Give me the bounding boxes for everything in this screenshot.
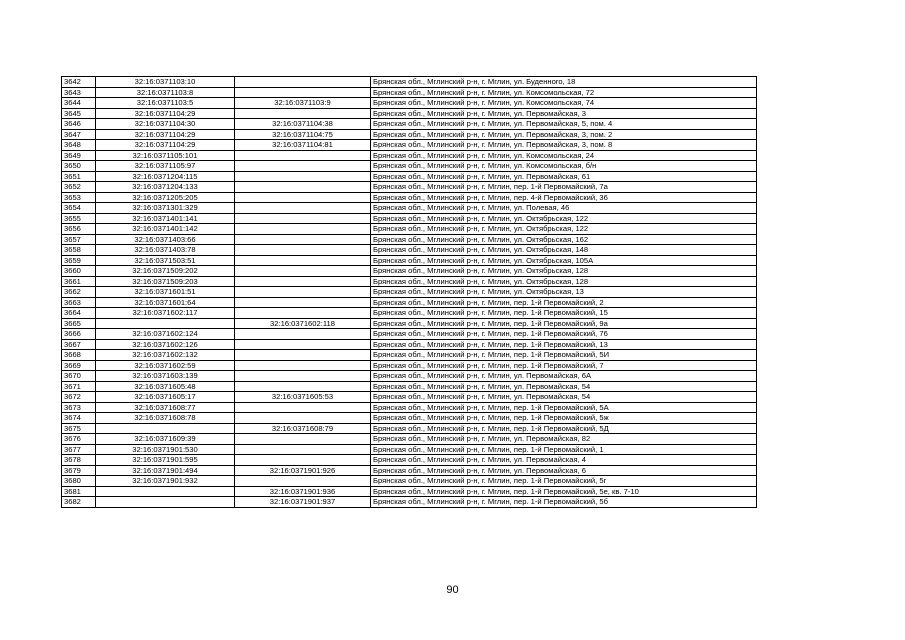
- cadastral-number-cell: 32:16:0371602:117: [96, 308, 235, 319]
- table-row: [62, 108, 757, 119]
- address-cell: Брянская обл., Мглинский р-н, г. Мглин, ул. Октябрьская, 105А: [371, 255, 757, 266]
- row-number-cell: 3679: [62, 465, 96, 476]
- table-row: [62, 140, 757, 151]
- table-row: [62, 423, 757, 434]
- linked-cadastral-number-cell: [235, 266, 371, 277]
- registry-table: [61, 76, 757, 508]
- row-number-cell: 3652: [62, 182, 96, 193]
- row-number-cell: 3656: [62, 224, 96, 235]
- linked-cadastral-number-cell: 32:16:0371104:81: [235, 140, 371, 151]
- table-row: [62, 350, 757, 361]
- cadastral-number-cell: 32:16:0371204:133: [96, 182, 235, 193]
- table-row: [62, 192, 757, 203]
- table-row: [62, 245, 757, 256]
- row-number-cell: 3646: [62, 119, 96, 130]
- cadastral-number-cell: 32:16:0371403:66: [96, 234, 235, 245]
- row-number-cell: 3666: [62, 329, 96, 340]
- registry-table-body: [62, 77, 757, 508]
- table-row: [62, 434, 757, 445]
- row-number-cell: 3654: [62, 203, 96, 214]
- linked-cadastral-number-cell: [235, 287, 371, 298]
- cadastral-number-cell: 32:16:0371901:595: [96, 455, 235, 466]
- linked-cadastral-number-cell: [235, 213, 371, 224]
- linked-cadastral-number-cell: [235, 360, 371, 371]
- address-cell: Брянская обл., Мглинский р-н, г. Мглин, ул. Первомайская, 54: [371, 381, 757, 392]
- row-number-cell: 3658: [62, 245, 96, 256]
- table-row: [62, 381, 757, 392]
- table-row: [62, 455, 757, 466]
- row-number-cell: 3653: [62, 192, 96, 203]
- cadastral-number-cell: 32:16:0371104:30: [96, 119, 235, 130]
- row-number-cell: 3672: [62, 392, 96, 403]
- table-row: [62, 161, 757, 172]
- cadastral-number-cell: 32:16:0371104:29: [96, 129, 235, 140]
- linked-cadastral-number-cell: 32:16:0371104:38: [235, 119, 371, 130]
- linked-cadastral-number-cell: [235, 276, 371, 287]
- linked-cadastral-number-cell: 32:16:0371103:9: [235, 98, 371, 109]
- table-row: [62, 87, 757, 98]
- table-row: [62, 171, 757, 182]
- row-number-cell: 3648: [62, 140, 96, 151]
- linked-cadastral-number-cell: 32:16:0371901:937: [235, 497, 371, 508]
- cadastral-number-cell: 32:16:0371105:97: [96, 161, 235, 172]
- linked-cadastral-number-cell: [235, 77, 371, 88]
- row-number-cell: 3657: [62, 234, 96, 245]
- linked-cadastral-number-cell: [235, 245, 371, 256]
- table-row: [62, 329, 757, 340]
- address-cell: Брянская обл., Мглинский р-н, г. Мглин, пер. 1-й Первомайский, 5Д: [371, 423, 757, 434]
- linked-cadastral-number-cell: [235, 402, 371, 413]
- table-row: [62, 77, 757, 88]
- row-number-cell: 3668: [62, 350, 96, 361]
- table-row: [62, 371, 757, 382]
- address-cell: Брянская обл., Мглинский р-н, г. Мглин, ул. Октябрьская, 128: [371, 266, 757, 277]
- table-row: [62, 392, 757, 403]
- table-row: [62, 339, 757, 350]
- linked-cadastral-number-cell: [235, 255, 371, 266]
- cadastral-number-cell: [96, 486, 235, 497]
- table-row: [62, 486, 757, 497]
- table-row: [62, 308, 757, 319]
- linked-cadastral-number-cell: [235, 381, 371, 392]
- linked-cadastral-number-cell: [235, 297, 371, 308]
- address-cell: Брянская обл., Мглинский р-н, г. Мглин, пер. 1-й Первомайский, 5г: [371, 476, 757, 487]
- cadastral-number-cell: 32:16:0371205:205: [96, 192, 235, 203]
- address-cell: Брянская обл., Мглинский р-н, г. Мглин, пер. 1-й Первомайский, 5ж: [371, 413, 757, 424]
- cadastral-number-cell: 32:16:0371609:39: [96, 434, 235, 445]
- address-cell: Брянская обл., Мглинский р-н, г. Мглин, ул. Первомайская, 4: [371, 455, 757, 466]
- cadastral-number-cell: 32:16:0371605:48: [96, 381, 235, 392]
- cadastral-number-cell: 32:16:0371301:329: [96, 203, 235, 214]
- address-cell: Брянская обл., Мглинский р-н, г. Мглин, ул. Буденного, 18: [371, 77, 757, 88]
- table-row: [62, 182, 757, 193]
- row-number-cell: 3650: [62, 161, 96, 172]
- cadastral-number-cell: 32:16:0371509:202: [96, 266, 235, 277]
- address-cell: Брянская обл., Мглинский р-н, г. Мглин, ул. Первомайская, 3, пом. 2: [371, 129, 757, 140]
- linked-cadastral-number-cell: 32:16:0371608:79: [235, 423, 371, 434]
- table-row: [62, 465, 757, 476]
- table-row: [62, 234, 757, 245]
- row-number-cell: 3670: [62, 371, 96, 382]
- address-cell: Брянская обл., Мглинский р-н, г. Мглин, ул. Комсомольская, б/н: [371, 161, 757, 172]
- row-number-cell: 3651: [62, 171, 96, 182]
- row-number-cell: 3663: [62, 297, 96, 308]
- cadastral-number-cell: 32:16:0371103:10: [96, 77, 235, 88]
- cadastral-number-cell: 32:16:0371602:132: [96, 350, 235, 361]
- address-cell: Брянская обл., Мглинский р-н, г. Мглин, пер. 1-й Первомайский, 5б: [371, 497, 757, 508]
- address-cell: Брянская обл., Мглинский р-н, г. Мглин, ул. Первомайская, 3: [371, 108, 757, 119]
- row-number-cell: 3665: [62, 318, 96, 329]
- cadastral-number-cell: 32:16:0371204:115: [96, 171, 235, 182]
- address-cell: Брянская обл., Мглинский р-н, г. Мглин, ул. Первомайская, 82: [371, 434, 757, 445]
- row-number-cell: 3671: [62, 381, 96, 392]
- cadastral-number-cell: 32:16:0371509:203: [96, 276, 235, 287]
- address-cell: Брянская обл., Мглинский р-н, г. Мглин, ул. Первомайская, 54: [371, 392, 757, 403]
- linked-cadastral-number-cell: [235, 161, 371, 172]
- address-cell: Брянская обл., Мглинский р-н, г. Мглин, пер. 1-й Первомайский, 5е, кв. 7-10: [371, 486, 757, 497]
- cadastral-number-cell: 32:16:0371104:29: [96, 108, 235, 119]
- row-number-cell: 3673: [62, 402, 96, 413]
- address-cell: Брянская обл., Мглинский р-н, г. Мглин, ул. Комсомольская, 74: [371, 98, 757, 109]
- cadastral-number-cell: 32:16:0371603:139: [96, 371, 235, 382]
- row-number-cell: 3645: [62, 108, 96, 119]
- cadastral-number-cell: 32:16:0371601:64: [96, 297, 235, 308]
- table-row: [62, 476, 757, 487]
- row-number-cell: 3655: [62, 213, 96, 224]
- table-row: [62, 497, 757, 508]
- row-number-cell: 3643: [62, 87, 96, 98]
- linked-cadastral-number-cell: [235, 371, 371, 382]
- linked-cadastral-number-cell: [235, 308, 371, 319]
- linked-cadastral-number-cell: [235, 108, 371, 119]
- table-row: [62, 287, 757, 298]
- address-cell: Брянская обл., Мглинский р-н, г. Мглин, ул. Первомайская, 6: [371, 465, 757, 476]
- table-row: [62, 297, 757, 308]
- cadastral-number-cell: 32:16:0371602:124: [96, 329, 235, 340]
- linked-cadastral-number-cell: [235, 444, 371, 455]
- linked-cadastral-number-cell: [235, 171, 371, 182]
- row-number-cell: 3642: [62, 77, 96, 88]
- address-cell: Брянская обл., Мглинский р-н, г. Мглин, пер. 1-й Первомайский, 7а: [371, 182, 757, 193]
- row-number-cell: 3660: [62, 266, 96, 277]
- address-cell: Брянская обл., Мглинский р-н, г. Мглин, ул. Первомайская, 5, пом. 4: [371, 119, 757, 130]
- linked-cadastral-number-cell: 32:16:0371605:53: [235, 392, 371, 403]
- linked-cadastral-number-cell: [235, 476, 371, 487]
- cadastral-number-cell: 32:16:0371901:932: [96, 476, 235, 487]
- address-cell: Брянская обл., Мглинский р-н, г. Мглин, пер. 1-й Первомайский, 15: [371, 308, 757, 319]
- cadastral-number-cell: 32:16:0371608:77: [96, 402, 235, 413]
- address-cell: Брянская обл., Мглинский р-н, г. Мглин, пер. 1-й Первомайский, 76: [371, 329, 757, 340]
- table-row: [62, 213, 757, 224]
- linked-cadastral-number-cell: [235, 182, 371, 193]
- row-number-cell: 3680: [62, 476, 96, 487]
- cadastral-number-cell: 32:16:0371503:51: [96, 255, 235, 266]
- cadastral-number-cell: 32:16:0371608:78: [96, 413, 235, 424]
- linked-cadastral-number-cell: [235, 434, 371, 445]
- page-number: 90: [446, 584, 459, 596]
- cadastral-number-cell: 32:16:0371901:530: [96, 444, 235, 455]
- linked-cadastral-number-cell: [235, 234, 371, 245]
- linked-cadastral-number-cell: 32:16:0371901:926: [235, 465, 371, 476]
- table-row: [62, 98, 757, 109]
- linked-cadastral-number-cell: 32:16:0371602:118: [235, 318, 371, 329]
- table-row: [62, 318, 757, 329]
- cadastral-number-cell: [96, 318, 235, 329]
- row-number-cell: 3662: [62, 287, 96, 298]
- linked-cadastral-number-cell: [235, 87, 371, 98]
- cadastral-number-cell: 32:16:0371401:142: [96, 224, 235, 235]
- cadastral-number-cell: 32:16:0371103:8: [96, 87, 235, 98]
- cadastral-number-cell: 32:16:0371901:494: [96, 465, 235, 476]
- table-row: [62, 402, 757, 413]
- linked-cadastral-number-cell: [235, 150, 371, 161]
- address-cell: Брянская обл., Мглинский р-н, г. Мглин, ул. Первомайская, 3, пом. 8: [371, 140, 757, 151]
- row-number-cell: 3682: [62, 497, 96, 508]
- row-number-cell: 3674: [62, 413, 96, 424]
- address-cell: Брянская обл., Мглинский р-н, г. Мглин, ул. Комсомольская, 72: [371, 87, 757, 98]
- cadastral-number-cell: 32:16:0371104:29: [96, 140, 235, 151]
- row-number-cell: 3647: [62, 129, 96, 140]
- row-number-cell: 3669: [62, 360, 96, 371]
- table-row: [62, 444, 757, 455]
- row-number-cell: 3681: [62, 486, 96, 497]
- table-row: [62, 413, 757, 424]
- cadastral-number-cell: 32:16:0371401:141: [96, 213, 235, 224]
- address-cell: Брянская обл., Мглинский р-н, г. Мглин, ул. Полевая, 46: [371, 203, 757, 214]
- address-cell: Брянская обл., Мглинский р-н, г. Мглин, ул. Комсомольская, 24: [371, 150, 757, 161]
- linked-cadastral-number-cell: [235, 413, 371, 424]
- cadastral-number-cell: 32:16:0371602:126: [96, 339, 235, 350]
- address-cell: Брянская обл., Мглинский р-н, г. Мглин, ул. Первомайская, 61: [371, 171, 757, 182]
- table-row: [62, 203, 757, 214]
- address-cell: Брянская обл., Мглинский р-н, г. Мглин, ул. Октябрьская, 162: [371, 234, 757, 245]
- table-row: [62, 276, 757, 287]
- linked-cadastral-number-cell: 32:16:0371901:936: [235, 486, 371, 497]
- row-number-cell: 3664: [62, 308, 96, 319]
- linked-cadastral-number-cell: [235, 350, 371, 361]
- cadastral-number-cell: 32:16:0371103:5: [96, 98, 235, 109]
- cadastral-number-cell: 32:16:0371105:101: [96, 150, 235, 161]
- table-row: [62, 360, 757, 371]
- cadastral-number-cell: 32:16:0371403:78: [96, 245, 235, 256]
- table-row: [62, 150, 757, 161]
- table-row: [62, 224, 757, 235]
- address-cell: Брянская обл., Мглинский р-н, г. Мглин, ул. Октябрьская, 148: [371, 245, 757, 256]
- row-number-cell: 3675: [62, 423, 96, 434]
- address-cell: Брянская обл., Мглинский р-н, г. Мглин, пер. 1-й Первомайский, 9а: [371, 318, 757, 329]
- address-cell: Брянская обл., Мглинский р-н, г. Мглин, пер. 1-й Первомайский, 5И: [371, 350, 757, 361]
- address-cell: Брянская обл., Мглинский р-н, г. Мглин, ул. Октябрьская, 13: [371, 287, 757, 298]
- row-number-cell: 3644: [62, 98, 96, 109]
- table-row: [62, 255, 757, 266]
- row-number-cell: 3661: [62, 276, 96, 287]
- address-cell: Брянская обл., Мглинский р-н, г. Мглин, пер. 1-й Первомайский, 1: [371, 444, 757, 455]
- cadastral-number-cell: [96, 423, 235, 434]
- cadastral-number-cell: 32:16:0371605:17: [96, 392, 235, 403]
- linked-cadastral-number-cell: [235, 224, 371, 235]
- address-cell: Брянская обл., Мглинский р-н, г. Мглин, пер. 1-й Первомайский, 13: [371, 339, 757, 350]
- address-cell: Брянская обл., Мглинский р-н, г. Мглин, ул. Октябрьская, 122: [371, 224, 757, 235]
- linked-cadastral-number-cell: [235, 329, 371, 340]
- address-cell: Брянская обл., Мглинский р-н, г. Мглин, ул. Октябрьская, 128: [371, 276, 757, 287]
- cadastral-number-cell: [96, 497, 235, 508]
- cadastral-number-cell: 32:16:0371601:51: [96, 287, 235, 298]
- row-number-cell: 3649: [62, 150, 96, 161]
- linked-cadastral-number-cell: [235, 203, 371, 214]
- address-cell: Брянская обл., Мглинский р-н, г. Мглин, ул. Первомайская, 6А: [371, 371, 757, 382]
- address-cell: Брянская обл., Мглинский р-н, г. Мглин, пер. 4-й Первомайский, 36: [371, 192, 757, 203]
- address-cell: Брянская обл., Мглинский р-н, г. Мглин, пер. 1-й Первомайский, 7: [371, 360, 757, 371]
- table-row: [62, 266, 757, 277]
- address-cell: Брянская обл., Мглинский р-н, г. Мглин, пер. 1-й Первомайский, 5А: [371, 402, 757, 413]
- address-cell: Брянская обл., Мглинский р-н, г. Мглин, пер. 1-й Первомайский, 2: [371, 297, 757, 308]
- table-row: [62, 119, 757, 130]
- linked-cadastral-number-cell: [235, 339, 371, 350]
- row-number-cell: 3676: [62, 434, 96, 445]
- cadastral-number-cell: 32:16:0371602:59: [96, 360, 235, 371]
- linked-cadastral-number-cell: [235, 192, 371, 203]
- linked-cadastral-number-cell: 32:16:0371104:75: [235, 129, 371, 140]
- row-number-cell: 3667: [62, 339, 96, 350]
- row-number-cell: 3678: [62, 455, 96, 466]
- address-cell: Брянская обл., Мглинский р-н, г. Мглин, ул. Октябрьская, 122: [371, 213, 757, 224]
- table-row: [62, 129, 757, 140]
- row-number-cell: 3659: [62, 255, 96, 266]
- linked-cadastral-number-cell: [235, 455, 371, 466]
- row-number-cell: 3677: [62, 444, 96, 455]
